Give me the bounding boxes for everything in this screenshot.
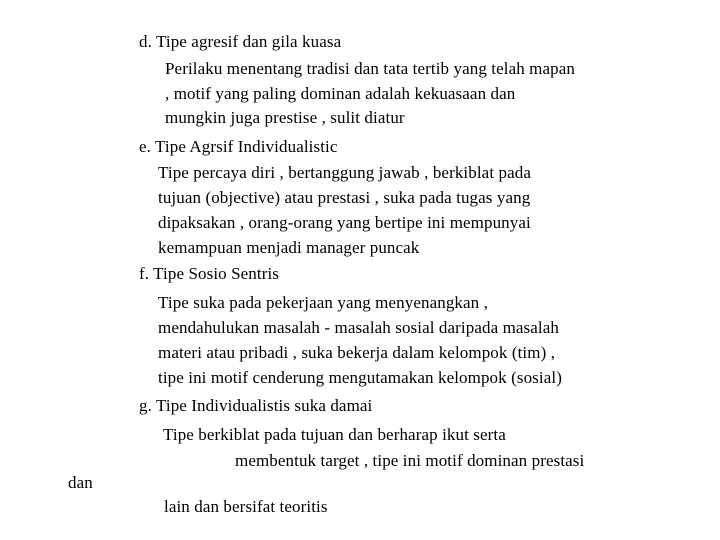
section-e-line-4: kemampuan menjadi manager puncak [158,238,420,257]
section-d-heading: d. Tipe agresif dan gila kuasa [139,32,342,51]
section-d-line-3: mungkin juga prestise , sulit diatur [165,108,405,127]
section-f-line-1: Tipe suka pada pekerjaan yang menyenangkan , [158,293,488,312]
section-d-line-2: , motif yang paling dominan adalah kekuasaan dan [165,84,516,103]
section-e-line-2: tujuan (objective) atau prestasi , suka pada tugas yang [158,188,531,207]
section-f-heading: f. Tipe Sosio Sentris [139,264,280,283]
section-d-line-1: Perilaku menentang tradisi dan tata tertib yang telah mapan [165,59,575,78]
section-f-line-4: tipe ini motif cenderung mengutamakan kelompok (sosial) [158,368,562,387]
section-f-line-2: mendahulukan masalah - masalah sosial daripada masalah [158,318,559,337]
section-g-line-3: lain dan bersifat teoritis [164,497,328,516]
section-g-line-1: Tipe berkiblat pada tujuan dan berharap ikut serta [163,425,506,444]
section-f-line-3: materi atau pribadi , suka bekerja dalam kelompok (tim) , [158,343,556,362]
section-g-heading: g. Tipe Individualistis suka damai [139,396,373,415]
section-e-line-1: Tipe percaya diri , bertanggung jawab , berkiblat pada [158,163,531,182]
section-g-line-2: membentuk target , tipe ini motif dominan prestasi [235,451,585,470]
section-e-line-3: dipaksakan , orang-orang yang bertipe ini mempunyai [158,213,531,232]
orphan-word: dan [68,473,93,492]
section-e-heading: e. Tipe Agrsif Individualistic [139,137,338,156]
